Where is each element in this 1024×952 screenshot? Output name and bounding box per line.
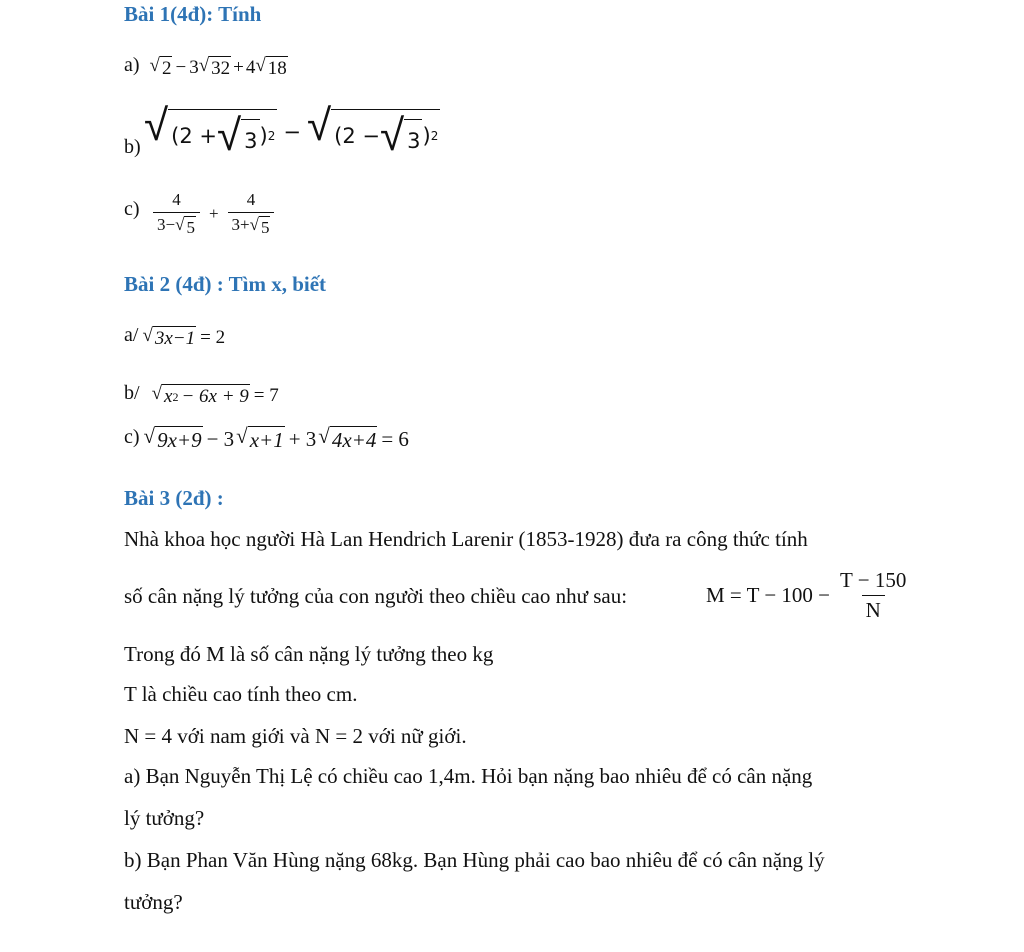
bai2-c: c) √ 9x+9 − 3 √ x+1 + 3 √ 4x+4 = 6: [124, 424, 409, 452]
bai3-question-b-line-2: tưởng?: [124, 890, 183, 914]
bai1-heading: Bài 1(4đ): Tính: [124, 2, 262, 26]
bai3-question-a-line-1: a) Bạn Nguyễn Thị Lệ có chiều cao 1,4m. Hỏi bạn nặng bao nhiêu để có cân nặng: [124, 764, 813, 788]
bai1-c: [124, 190, 270, 237]
bai3-heading: Bài 3 (2đ) :: [124, 486, 224, 510]
bai1-a-label: a): [124, 54, 140, 76]
bai3-paragraph-2: số cân nặng lý tưởng của con người theo chiều cao như sau:: [124, 584, 628, 608]
bai3-line-1: Trong đó M là số cân nặng lý tưởng theo kg: [124, 642, 494, 666]
bai3-line-2: T là chiều cao tính theo cm.: [124, 682, 358, 706]
bai3-paragraph-1: Nhà khoa học người Hà Lan Hendrich Larenir (1853-1928) đưa ra công thức tính: [124, 527, 808, 551]
bai3-question-a-line-2: lý tưởng?: [124, 806, 205, 830]
bai1-a: [124, 54, 288, 80]
bai3-line-3: N = 4 với nam giới và N = 2 với nữ giới.: [124, 724, 467, 748]
bai1-c-label: c): [124, 198, 140, 220]
fraction: 4 3+ √ 5: [228, 190, 275, 238]
bai1-a-expression: √ 2 − 3 √ 32 + 4 √ 18: [149, 55, 287, 79]
bai1-c-expression: 4 3− √ 5 + 4 3+ √ 5: [150, 190, 277, 238]
bai2-b-label: b/: [124, 382, 140, 404]
fraction: 4 3− √ 5: [153, 190, 200, 238]
radicand: 18: [267, 58, 287, 79]
bai1-b-expression: √ (2 + √ 3 ) 2 − √ (2 − √ 3 ) 2: [144, 100, 439, 161]
bai2-b: b/ √ x 2 − 6x + 9 = 7: [124, 382, 279, 407]
radicand: 32: [211, 58, 231, 79]
bai1-b: [124, 100, 439, 161]
bai2-heading: Bài 2 (4đ) : Tìm x, biết: [124, 272, 327, 296]
formula: M = T − 100 − $\frac{T - 150}{N}$: [706, 568, 913, 623]
bai3-question-b-line-1: b) Bạn Phan Văn Hùng nặng 68kg. Bạn Hùng phải cao bao nhiêu để có cân nặng lý: [124, 848, 825, 872]
bai1-b-label: b): [124, 136, 141, 158]
formula-fraction: $\frac{T - 150}{N}$: [840, 568, 907, 622]
radicand: 2: [161, 58, 172, 79]
bai2-a: a/ √ 3x−1 = 2: [124, 324, 226, 349]
bai2-c-label: c): [124, 426, 140, 448]
bai2-a-label: a/: [124, 324, 139, 346]
